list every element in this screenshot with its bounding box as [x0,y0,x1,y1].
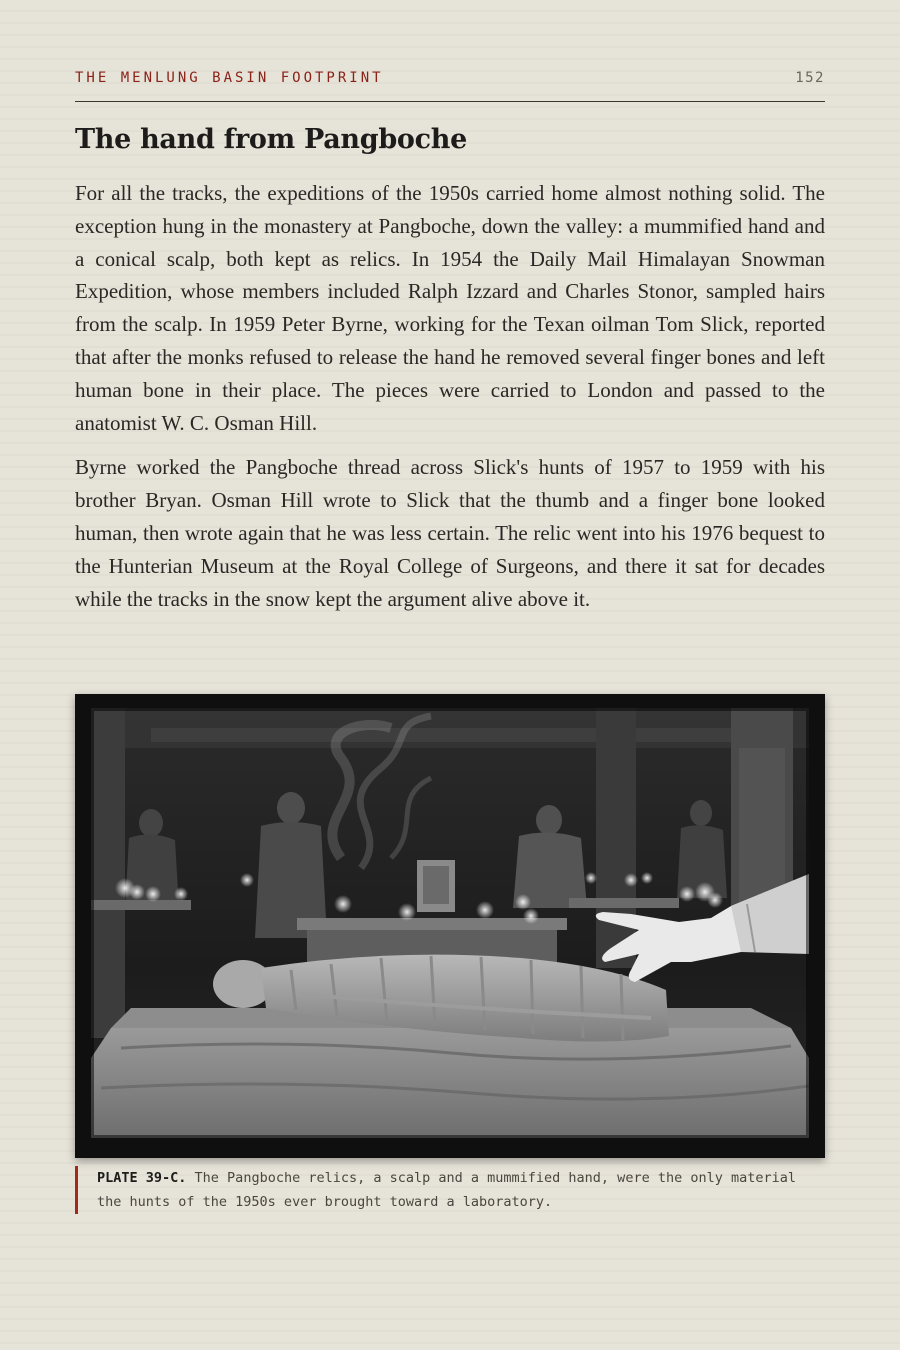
body-text [75,177,825,627]
plate-caption [75,1166,815,1214]
paragraph-1: For all the tracks, the expeditions of the 1950s carried home almost nothing solid. The exception hung in the monastery at Pangboche, down the valley: a mummified hand and a conical scalp, both kept as relics. In 1954 the Daily Mail Himalayan Snowman Expedition, whose members included Ralph Izzard and Charles Stonor, sampled hairs from the scalp. In 1959 Peter Byrne, working for the Texan oilman Tom Slick, reported that after the monks refused to release the hand he removed several finger bones and left human bone in their place. The pieces were carried to London and passed to the anatomist W. C. Osman Hill. [75,181,825,435]
page-number: 152 [795,70,825,86]
left-pillar [91,708,125,1038]
running-head [75,70,825,102]
monastery-relic-photo [91,708,809,1138]
plate-caption-text: The Pangboche relics, a scalp and a mummified hand, were the only material the hunts of the 1950s ever brought toward a laboratory. [97,1170,796,1210]
section-heading: The hand from Pangboche [75,124,467,155]
paragraph-2: Byrne worked the Pangboche thread across Slick's hunts of 1957 to 1959 with his brother Bryan. Osman Hill wrote to Slick that the thumb and a finger bone looked human, then wrote again that he was less certain. The relic went into his 1976 bequest to the Hunterian Museum at the Royal College of Surgeons, and there it sat for decades while the tracks in the snow kept the argument alive above it. [75,455,825,611]
plate-photograph [75,694,825,1158]
center-pillar [596,708,636,968]
book-page [75,0,825,1350]
running-head-title: THE MENLUNG BASIN FOOTPRINT [75,70,384,86]
plate-label: PLATE 39-C. [97,1170,187,1186]
